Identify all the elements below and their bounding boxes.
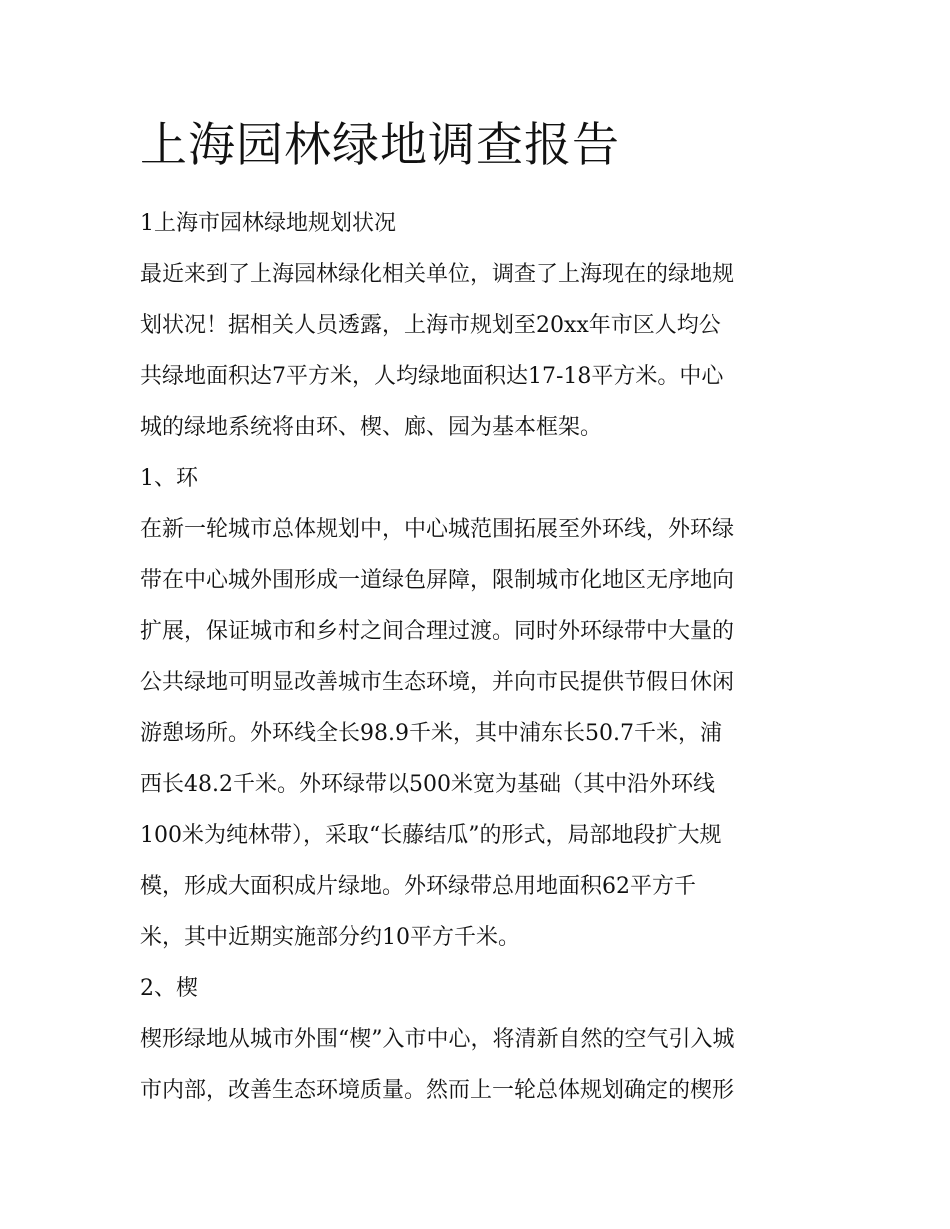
text-line: 楔形绿地从城市外围“楔”入市中心，将清新自然的空气引入城 bbox=[140, 1027, 735, 1052]
text-line: 公共绿地可明显改善城市生态环境，并向市民提供节假日休闲 bbox=[140, 670, 735, 695]
text-line: 西长48.2千米。外环绿带以500米宽为基础（其中沿外环线 bbox=[140, 772, 715, 797]
text-line: 带在中心城外围形成一道绿色屏障，限制城市化地区无序地向 bbox=[140, 568, 735, 593]
text-line: 游憩场所。外环线全长98.9千米，其中浦东长50.7千米，浦 bbox=[140, 721, 722, 746]
paragraph-ring bbox=[140, 504, 815, 963]
text-line: 在新一轮城市总体规划中，中心城范围拓展至外环线，外环绿 bbox=[140, 517, 735, 542]
paragraph-planning-status bbox=[140, 249, 815, 453]
text-line: 共绿地面积达7平方米，人均绿地面积达17-18平方米。中心 bbox=[140, 364, 724, 389]
text-line: 市内部，改善生态环境质量。然而上一轮总体规划确定的楔形 bbox=[140, 1078, 735, 1103]
text-line: 城的绿地系统将由环、楔、廊、园为基本框架。 bbox=[140, 415, 603, 440]
text-line: 米，其中近期实施部分约10平方千米。 bbox=[140, 925, 520, 950]
document-title: 上海园林绿地调查报告 bbox=[140, 118, 620, 173]
text-line: 划状况！据相关人员透露，上海市规划至20xx年市区人均公 bbox=[140, 313, 721, 338]
text-line: 100米为纯林带），采取“长藤结瓜”的形式，局部地段扩大规 bbox=[140, 823, 722, 848]
document-page bbox=[140, 112, 815, 1116]
subsection-heading-wedge: 2、楔 bbox=[140, 976, 198, 1001]
paragraph-wedge bbox=[140, 1014, 815, 1116]
text-line: 模，形成大面积成片绿地。外环绿带总用地面积62平方千 bbox=[140, 874, 696, 899]
section-heading-planning-status: 1上海市园林绿地规划状况 bbox=[140, 211, 396, 236]
text-line: 最近来到了上海园林绿化相关单位，调查了上海现在的绿地规 bbox=[140, 262, 735, 287]
subsection-heading-ring: 1、环 bbox=[140, 466, 198, 491]
text-line: 扩展，保证城市和乡村之间合理过渡。同时外环绿带中大量的 bbox=[140, 619, 735, 644]
